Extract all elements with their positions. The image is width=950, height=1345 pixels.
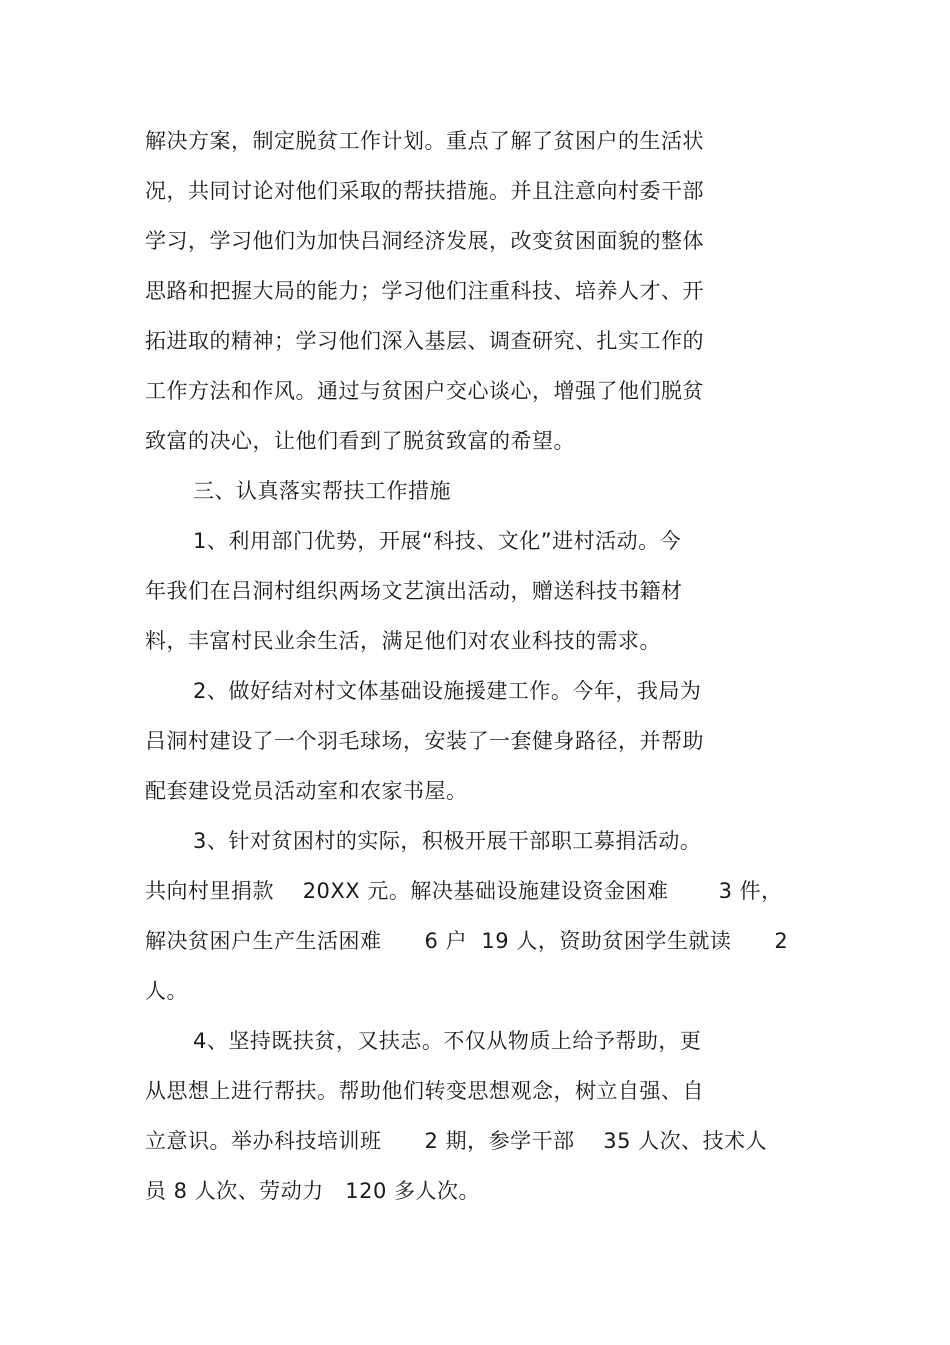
paragraph-line: 况，共同讨论对他们采取的帮扶措施。并且注意向村委干部 xyxy=(145,179,704,203)
paragraph-line: 2、做好结对村文体基础设施援建工作。今年，我局为 xyxy=(193,679,702,703)
paragraph-line: 1、利用部门优势，开展“科技、文化”进村活动。今 xyxy=(193,529,682,553)
paragraph-line: 解决方案，制定脱贫工作计划。重点了解了贫困户的生活状 xyxy=(145,129,704,153)
section-heading: 三、认真落实帮扶工作措施 xyxy=(193,479,451,503)
paragraph-line: 立意识。举办科技培训班 2 期，参学干部 35 人次、技术人 xyxy=(145,1129,768,1153)
paragraph-line: 员 8 人次、劳动力 120 多人次。 xyxy=(145,1179,480,1203)
paragraph-line: 3、针对贫困村的实际，积极开展干部职工募捐活动。 xyxy=(193,829,702,853)
paragraph-line: 工作方法和作风。通过与贫困户交心谈心，增强了他们脱贫 xyxy=(145,379,704,403)
paragraph-line: 学习，学习他们为加快吕洞经济发展，改变贫困面貌的整体 xyxy=(145,229,704,253)
paragraph-line: 配套建设党员活动室和农家书屋。 xyxy=(145,779,468,803)
paragraph-line: 吕洞村建设了一个羽毛球场，安装了一套健身路径，并帮助 xyxy=(145,729,704,753)
paragraph-line: 致富的决心，让他们看到了脱贫致富的希望。 xyxy=(145,429,575,453)
paragraph-line: 料，丰富村民业余生活，满足他们对农业科技的需求。 xyxy=(145,629,661,653)
paragraph-line: 共向村里捐款 20XX 元。解决基础设施建设资金困难 3 件， xyxy=(145,879,783,903)
paragraph-line: 年我们在吕洞村组织两场文艺演出活动，赠送科技书籍材 xyxy=(145,579,683,603)
paragraph-line: 拓进取的精神；学习他们深入基层、调查研究、扎实工作的 xyxy=(145,329,704,353)
paragraph-line: 人。 xyxy=(145,979,188,1003)
paragraph-line: 思路和把握大局的能力；学习他们注重科技、培养人才、开 xyxy=(145,279,704,303)
paragraph-line: 从思想上进行帮扶。帮助他们转变思想观念，树立自强、自 xyxy=(145,1079,704,1103)
paragraph-line: 4、坚持既扶贫，又扶志。不仅从物质上给予帮助，更 xyxy=(193,1029,702,1053)
paragraph-line: 解决贫困户生产生活困难 6 户 19 人，资助贫困学生就读 2 xyxy=(145,929,789,953)
